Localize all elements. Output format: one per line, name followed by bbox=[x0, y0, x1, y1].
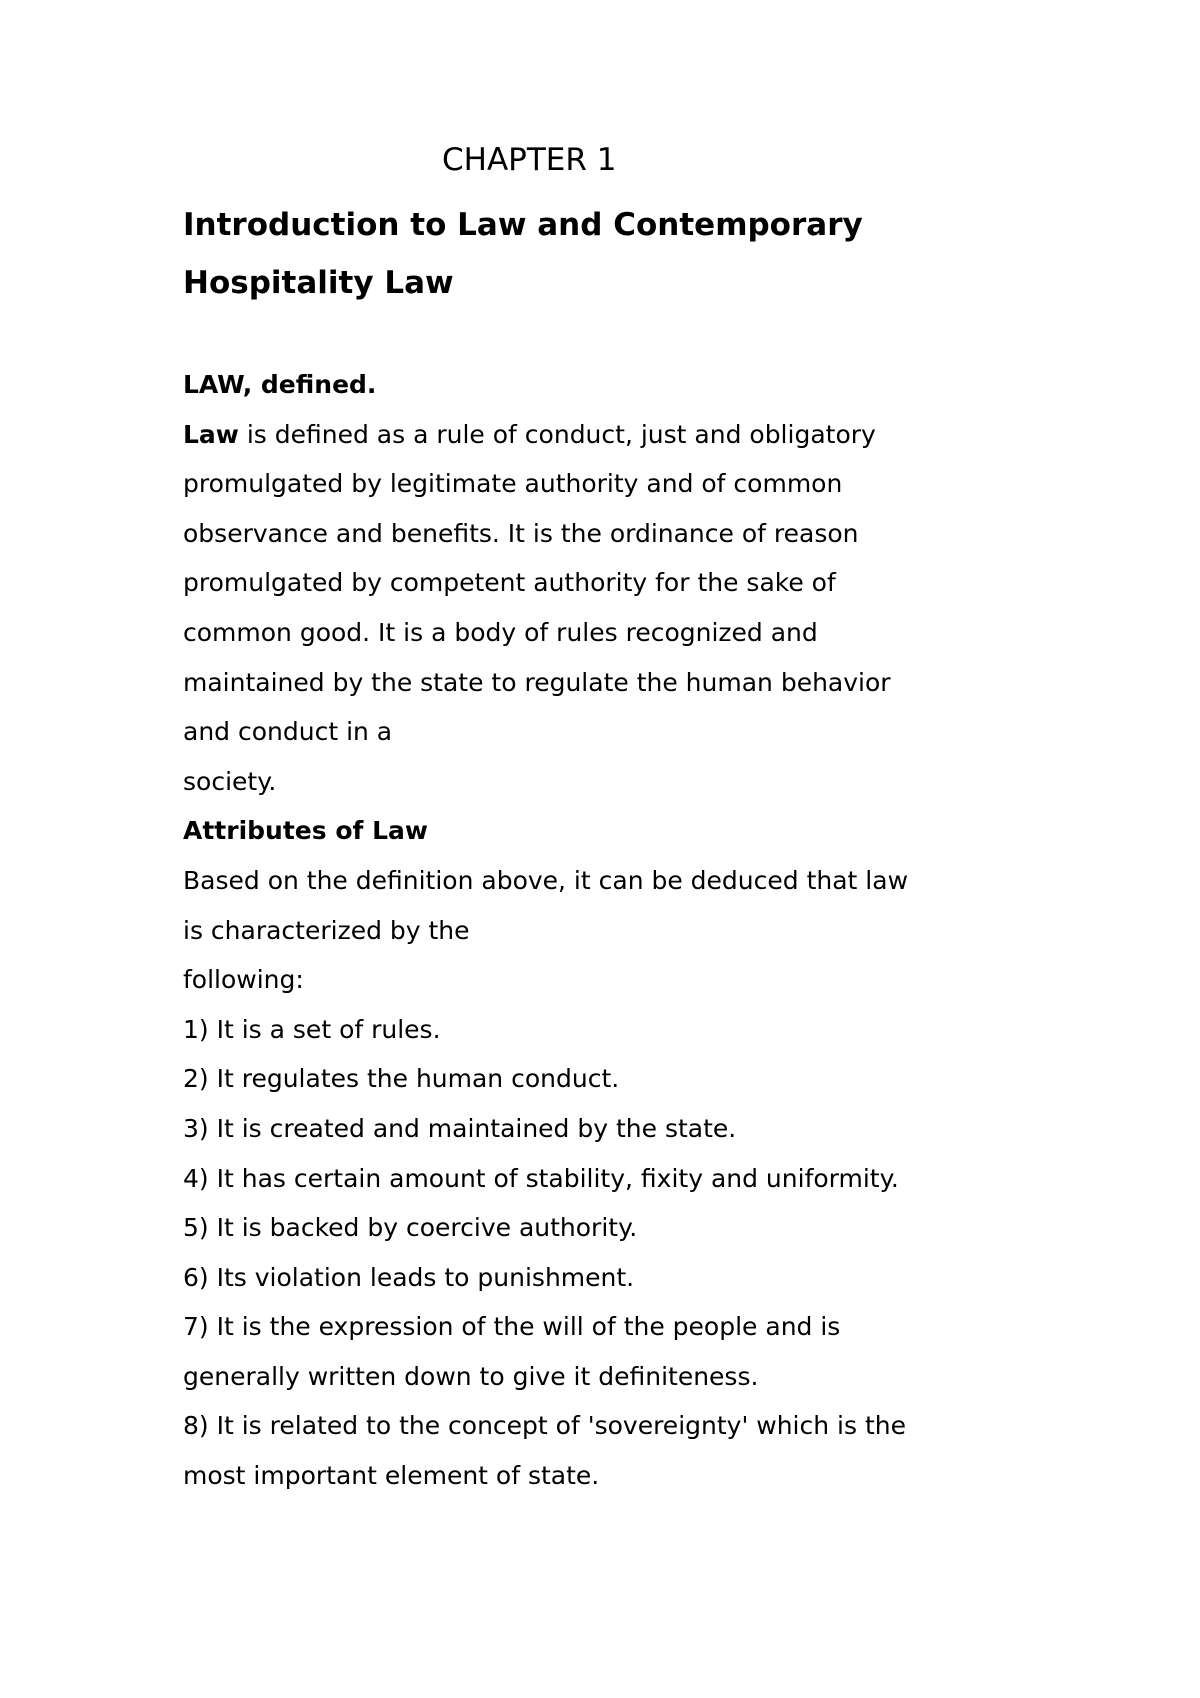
attribute-item: 3) It is created and maintained by the state. bbox=[183, 1113, 737, 1143]
definition-line: society. bbox=[183, 766, 277, 796]
attribute-item: 4) It has certain amount of stability, fixity and uniformity. bbox=[183, 1163, 899, 1193]
attributes-intro-line: following: bbox=[183, 965, 304, 995]
definition-line-text: is defined as a rule of conduct, just and obligatory bbox=[238, 419, 876, 449]
attribute-item: 2) It regulates the human conduct. bbox=[183, 1064, 620, 1094]
attributes-intro-line: is characterized by the bbox=[183, 915, 470, 945]
definition-line: common good. It is a body of rules recognized and bbox=[183, 617, 818, 647]
definition-heading: LAW, defined. bbox=[183, 370, 377, 399]
chapter-title-line-1: Introduction to Law and Contemporary bbox=[183, 207, 863, 243]
chapter-title-line-2: Hospitality Law bbox=[183, 265, 454, 301]
attribute-item: 5) It is backed by coercive authority. bbox=[183, 1213, 638, 1243]
definition-line: and conduct in a bbox=[183, 717, 393, 747]
attribute-item: 8) It is related to the concept of 'sovereignty' which is the bbox=[183, 1411, 906, 1441]
definition-line: promulgated by legitimate authority and of common bbox=[183, 469, 843, 499]
attributes-intro-line: Based on the definition above, it can be deduced that law bbox=[183, 865, 909, 895]
definition-line: promulgated by competent authority for the sake of bbox=[183, 568, 836, 598]
attribute-item: generally written down to give it definiteness. bbox=[183, 1361, 759, 1391]
definition-line: maintained by the state to regulate the human behavior bbox=[183, 667, 891, 697]
definition-line bbox=[183, 410, 1083, 460]
attribute-item: 1) It is a set of rules. bbox=[183, 1014, 441, 1044]
document-body bbox=[183, 360, 1083, 1501]
chapter-title bbox=[183, 196, 1083, 312]
attribute-item: 6) Its violation leads to punishment. bbox=[183, 1262, 635, 1292]
definition-term: Law bbox=[183, 419, 239, 449]
chapter-label: CHAPTER 1 bbox=[442, 142, 617, 178]
definition-line: observance and benefits. It is the ordinance of reason bbox=[183, 518, 859, 548]
attributes-heading: Attributes of Law bbox=[183, 816, 428, 846]
attribute-item: 7) It is the expression of the will of the people and is bbox=[183, 1312, 841, 1342]
attribute-item: most important element of state. bbox=[183, 1461, 600, 1491]
